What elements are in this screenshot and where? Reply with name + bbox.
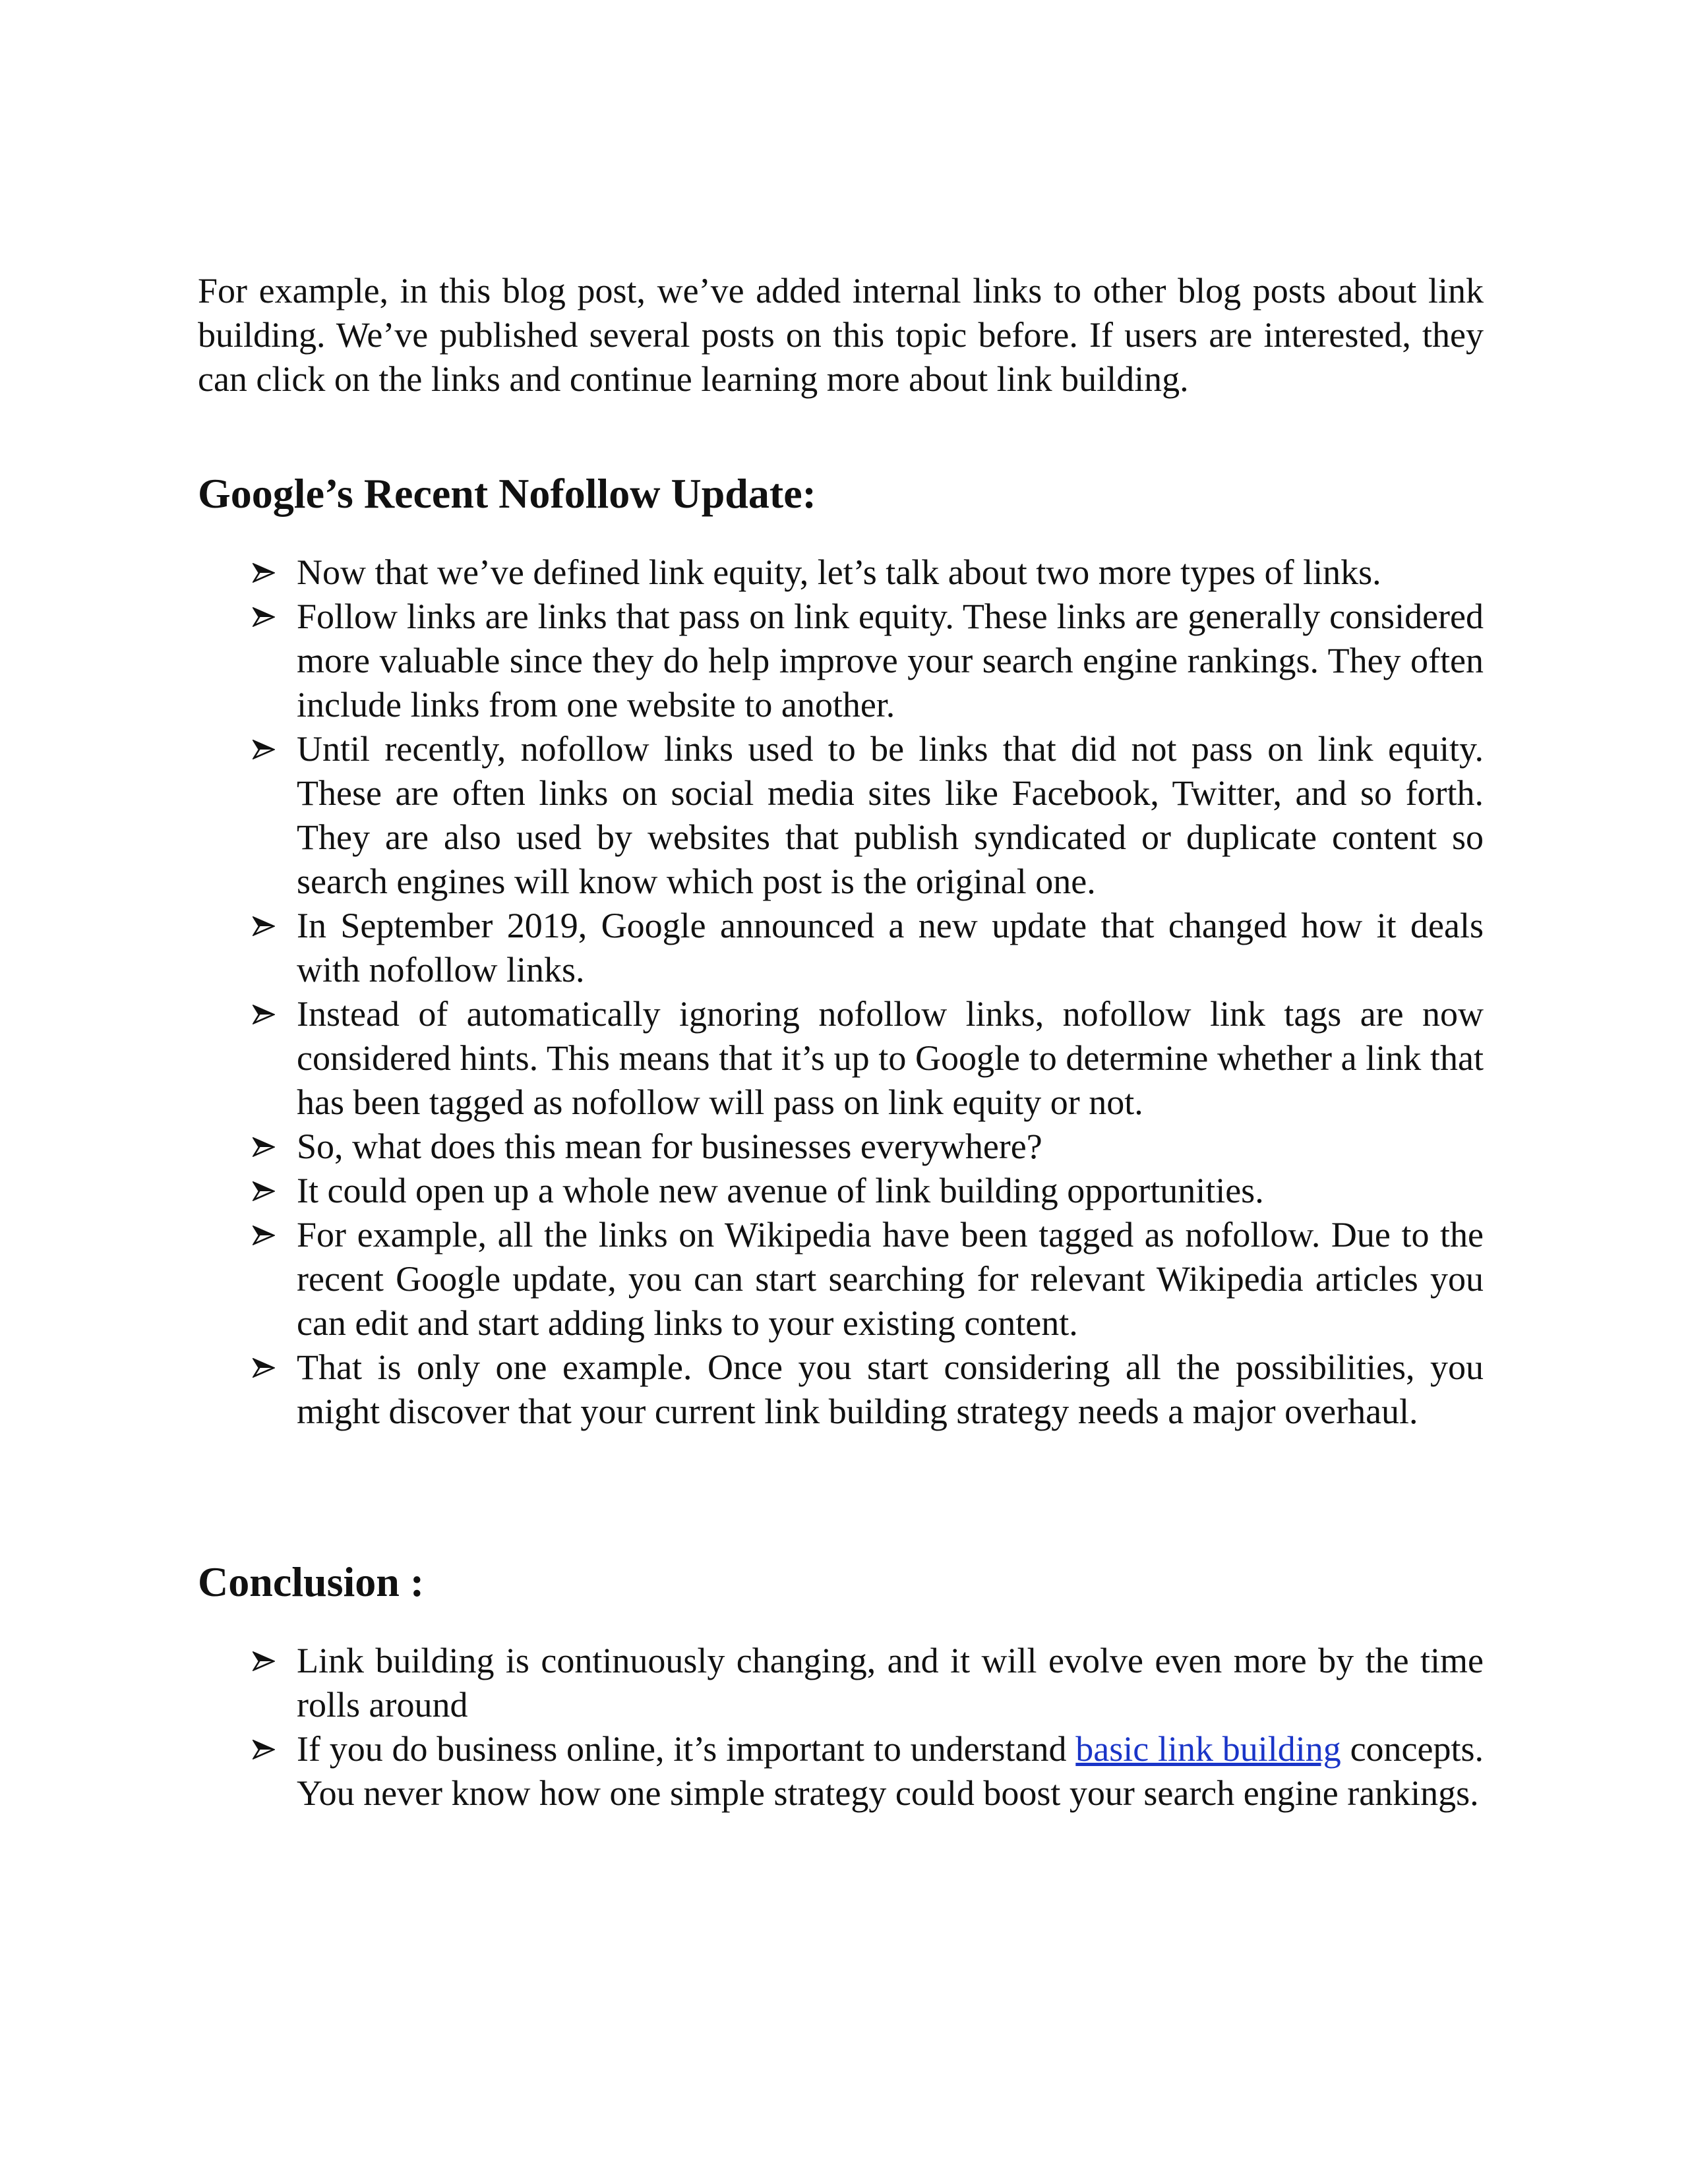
- list-item-text: That is only one example. Once you start considering all the possibilities, you might discover that your current link building strategy needs a major overhaul.: [297, 1347, 1484, 1431]
- list-item-text: For example, all the links on Wikipedia have been tagged as nofollow. Due to the recent Google update, you can start searching for relevant Wikipedia articles you can edit and start adding links to your existing content.: [297, 1215, 1484, 1343]
- arrow-bullet-icon: [251, 595, 277, 639]
- conclusion-bullet-list: [198, 1639, 1537, 1815]
- list-item-text: Link building is continuously changing, and it will evolve even more by the time rolls around: [297, 1641, 1537, 1725]
- document-page: [198, 269, 1537, 1815]
- list-item: [198, 992, 1484, 1125]
- list-item-text: So, what does this mean for businesses everywhere?: [297, 1127, 1042, 1166]
- intro-paragraph: For example, in this blog post, we’ve added internal links to other blog posts about link building. We’ve published several posts on this topic before. If users are interested, they can click on the links and continue learning more about link building.: [198, 271, 1484, 399]
- list-item: [198, 1345, 1484, 1434]
- list-item: [198, 1639, 1537, 1727]
- list-item: [198, 1727, 1484, 1815]
- section-heading-conclusion: Conclusion :: [198, 1558, 425, 1605]
- arrow-bullet-icon: [251, 1169, 277, 1213]
- list-item: [198, 1125, 1484, 1169]
- list-item-text: Follow links are links that pass on link equity. These links are generally considered more valuable since they do help improve your search engine rankings. They often include links from one website to another.: [297, 597, 1484, 724]
- list-item: [198, 904, 1484, 992]
- list-item: [198, 727, 1484, 904]
- list-item: [198, 550, 1484, 595]
- list-item-text: In September 2019, Google announced a new update that changed how it deals with nofollow links.: [297, 906, 1484, 989]
- arrow-bullet-icon: [251, 904, 277, 948]
- list-item: [198, 1169, 1484, 1213]
- nofollow-bullet-list: [198, 550, 1484, 1434]
- list-item-text-after-link: concepts. You never know how one simple strategy could boost your search engine rankings.: [297, 1729, 1484, 1813]
- list-item-text-before-link: If you do business online, it’s important to understand: [297, 1729, 1076, 1769]
- arrow-bullet-icon: [251, 1727, 277, 1771]
- arrow-bullet-icon: [251, 1345, 277, 1390]
- arrow-bullet-icon: [251, 992, 277, 1036]
- list-item-text: It could open up a whole new avenue of link building opportunities.: [297, 1171, 1264, 1210]
- arrow-bullet-icon: [251, 1213, 277, 1257]
- arrow-bullet-icon: [251, 727, 277, 771]
- list-item-text: Instead of automatically ignoring nofollow links, nofollow link tags are now considered hints. This means that it’s up to Google to determine whether a link that has been tagged as nofollow will pass on link equity or not.: [297, 994, 1484, 1122]
- list-item: [198, 1213, 1484, 1345]
- list-item-text: Until recently, nofollow links used to be links that did not pass on link equity. These are often links on social media sites like Facebook, Twitter, and so forth. They are also used by websites that publish syndicated or duplicate content so search engines will know which post is the original one.: [297, 729, 1484, 901]
- basic-link-building-link[interactable]: basic link building: [1075, 1729, 1341, 1769]
- arrow-bullet-icon: [251, 550, 277, 595]
- list-item-text: Now that we’ve defined link equity, let’s talk about two more types of links.: [297, 552, 1381, 592]
- arrow-bullet-icon: [251, 1125, 277, 1169]
- section-heading-nofollow-update: Google’s Recent Nofollow Update:: [198, 470, 816, 517]
- arrow-bullet-icon: [251, 1639, 277, 1683]
- list-item: [198, 595, 1484, 727]
